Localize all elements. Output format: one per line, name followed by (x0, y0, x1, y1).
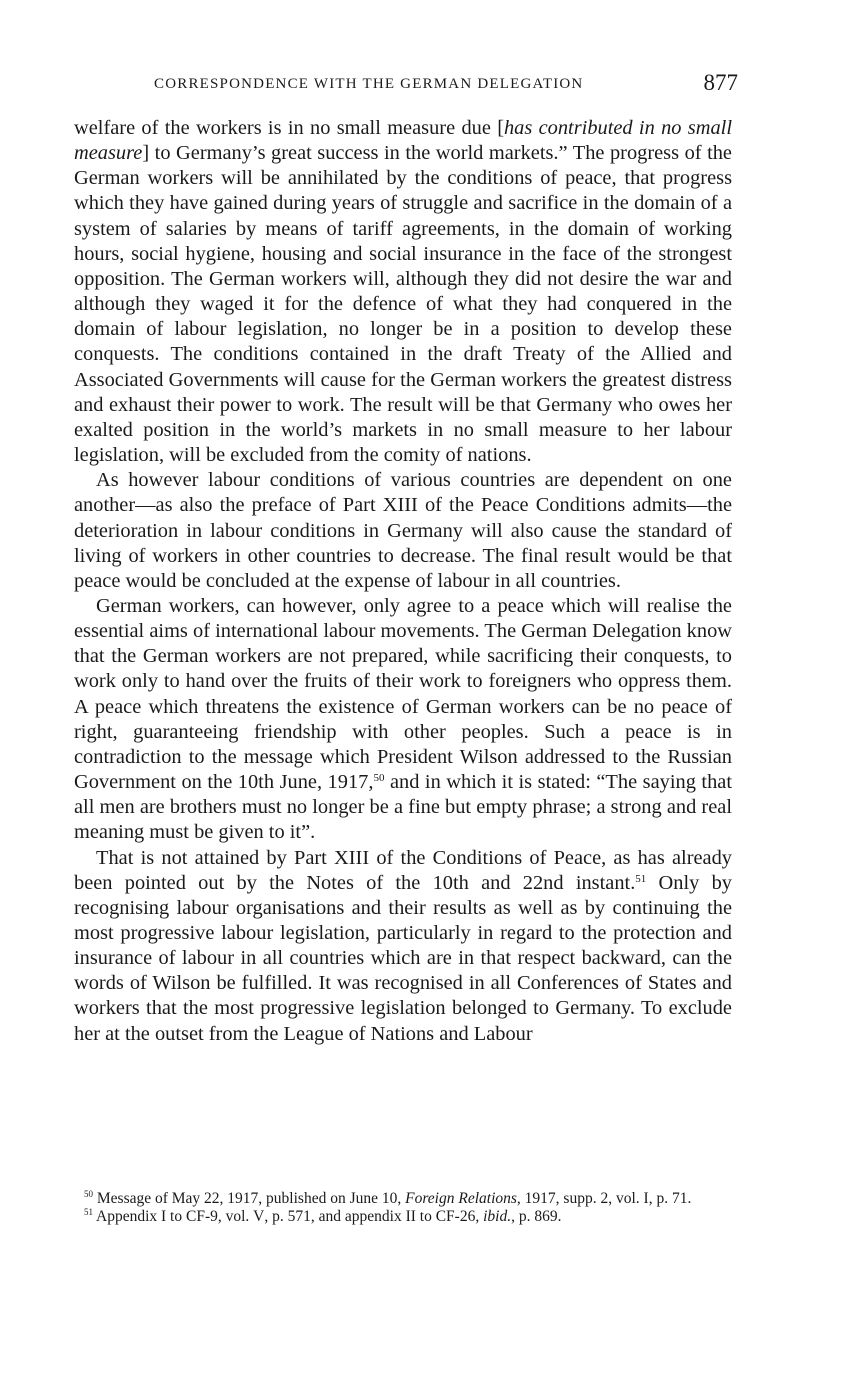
footnotes (74, 1190, 732, 1226)
page-header (74, 70, 738, 102)
paragraph-3: German workers, can however, only agree to a peace which will realise the essential aims of international labour movements. The German Delegation know that the German workers are not prepared, while sacrificing their conquests, to work only to hand over the fruits of their work to foreigners who oppress them. A peace which threatens the existence of German workers can be no peace of right, guaranteeing friendship with other peoples. Such a peace is in contradiction to the message which President Wilson addressed to the Russian Government on the 10th June, 1917,50 and in which it is stated: “The saying that all men are brothers must no longer be a fine but empty phrase; a strong and real meaning must be given to it”. (74, 594, 732, 844)
body-text (74, 116, 732, 1047)
footnote-ref-50[interactable]: 50 (373, 772, 385, 785)
paragraph-2: As however labour conditions of various countries are dependent on one another—as also the preface of Part XIII of the Peace Conditions admits—the deterioration in labour conditions in Germany will also cause the standard of living of workers in other countries to decrease. The final result would be that peace would be concluded at the expense of labour in all countries. (74, 469, 732, 592)
footnote-50: $^{50}$ Message of May 22, 1917, published on June 10, Foreign Relations, 1917, supp. 2, vol. I, p. 71. (84, 1189, 692, 1207)
paragraph-1: welfare of the workers is in no small measure due [has contributed in no small measure] to Germany’s great success in the world markets.” The progress of the German workers will be annihilated by the conditions of peace, that progress which they have gained during years of struggle and sacrifice in the domain of a system of salaries by means of tariff agreements, in the domain of working hours, social hygiene, housing and social insurance in the face of the strongest opposition. The German workers will, although they did not desire the war and although they waged it for the defence of what they had conquered in the domain of labour legislation, no longer be in a position to develop these conquests. The conditions contained in the draft Treaty of the Allied and Associated Governments will cause for the German workers the greatest distress and exhaust their power to work. The result will be that Germany who owes her exalted position in the world’s markets in no small measure to her labour legislation, will be excluded from the comity of nations. (74, 117, 732, 467)
footnote-mark: 51 (84, 1207, 93, 1217)
paragraph-4: That is not attained by Part XIII of the Conditions of Peace, as has already been pointed out by the Notes of the 10th and 22nd instant.$^{51}$ Only by recognising labour organisations and their results as well as by continuing the most progressive labour legislation, particularly in regard to the protection and insurance of labour in all countries which are in that respect backward, can the words of Wilson be fulfilled. It was recognised in all Conferences of States and workers that the most progressive legislation belonged to Germany. To exclude her at the outset from the League of Nations and Labour (74, 846, 732, 1045)
running-head: CORRESPONDENCE WITH THE GERMAN DELEGATION (154, 76, 584, 92)
footnote-51: $^{51}$ Appendix I to CF-9, vol. V, p. 571, and appendix II to CF-26, ibid., p. 869. (84, 1207, 562, 1225)
page-number: 877 (703, 70, 738, 95)
footnote-mark: 50 (84, 1189, 93, 1199)
editorial-insertion: has contributed in no small measure (74, 117, 732, 165)
footnote-ref-51[interactable]: 51 (635, 872, 647, 885)
